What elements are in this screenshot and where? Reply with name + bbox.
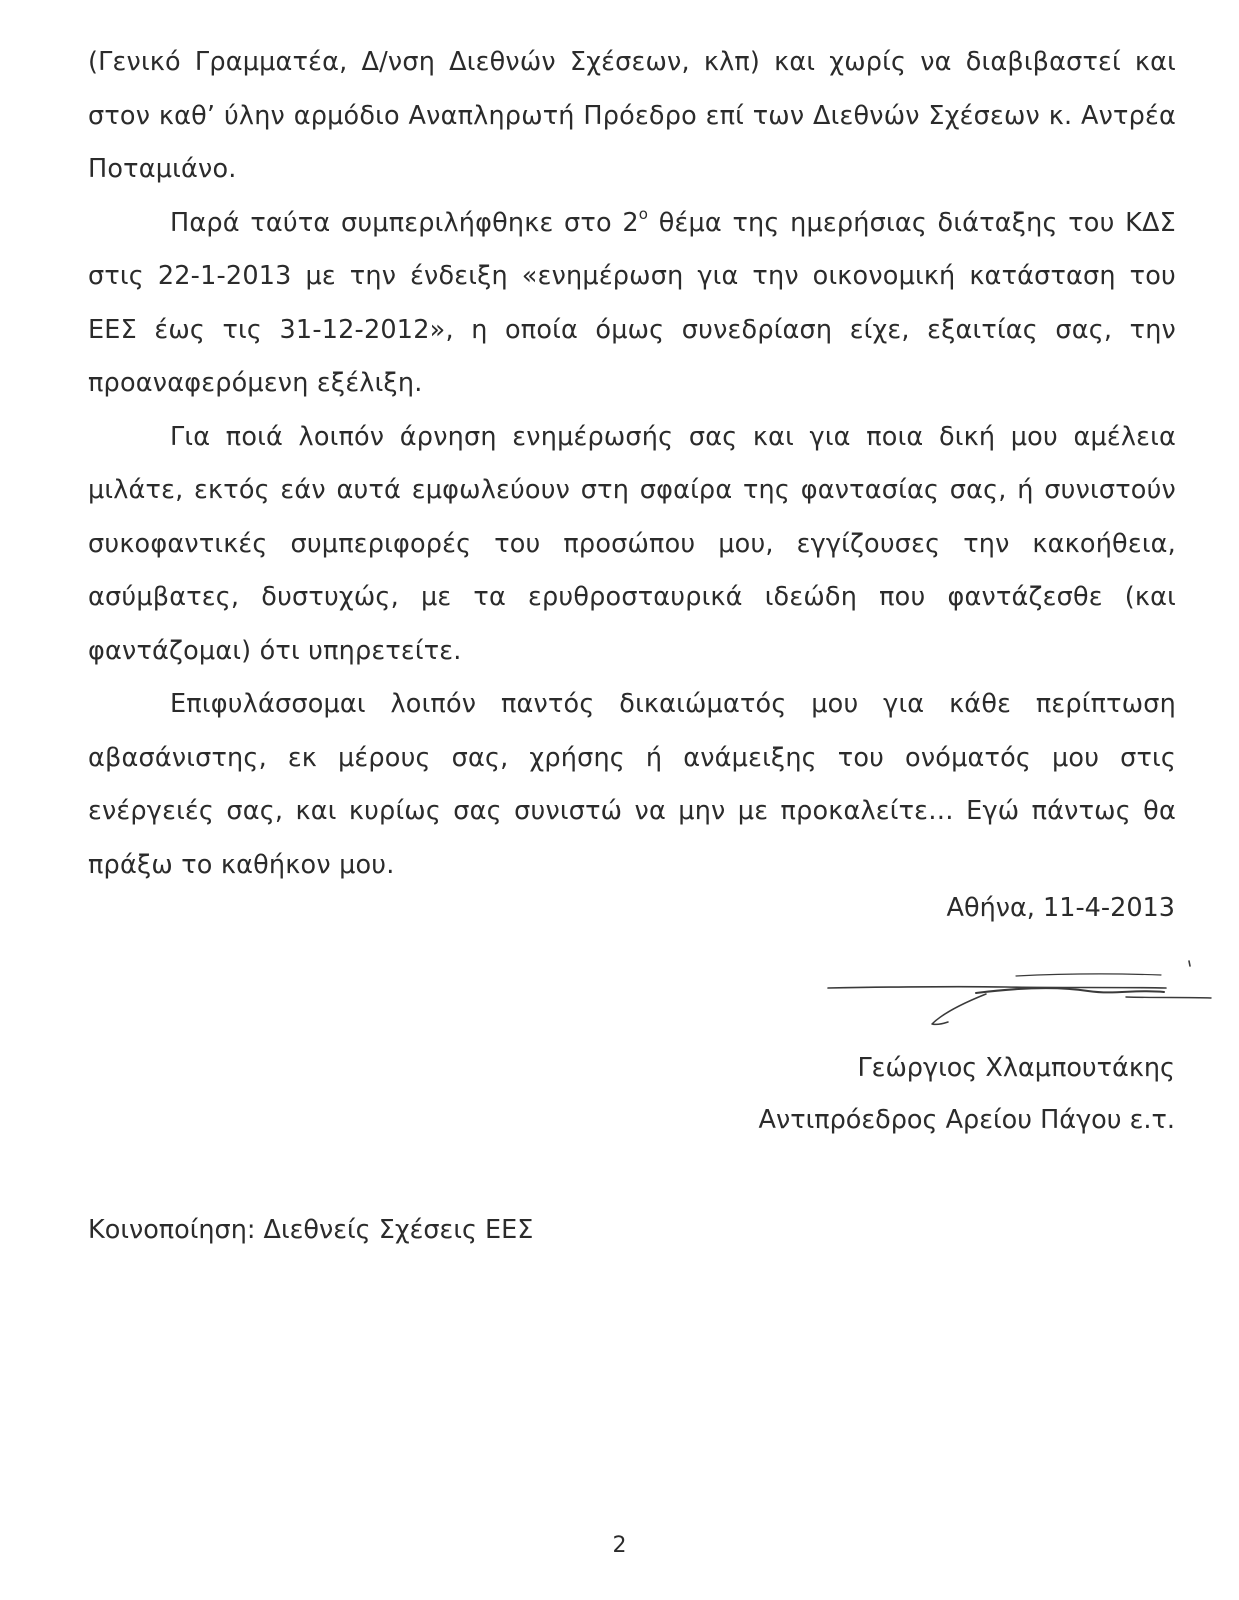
handwritten-signature	[826, 958, 1216, 1036]
notification-line: Κοινοποίηση: Διεθνείς Σχέσεις ΕΕΣ	[88, 1215, 534, 1245]
letter-body	[88, 36, 1176, 892]
ordinal-superscript: ο	[638, 204, 649, 223]
signature-dot	[1189, 961, 1190, 966]
letter-date: Αθήνα, 11-4-2013	[946, 893, 1175, 923]
signature-stroke-main	[828, 987, 1166, 988]
signature-stroke-tail	[1126, 997, 1211, 998]
page-number: 2	[612, 1533, 627, 1558]
paragraph-agenda-start: Παρά ταύτα συμπεριλήφθηκε στο 2	[170, 207, 639, 238]
signature-stroke-swirl	[976, 988, 1164, 993]
paragraph-agenda	[88, 197, 1176, 411]
signer-name: Γεώργιος Χλαμπουτάκης	[857, 1053, 1175, 1083]
paragraph-reservation: Επιφυλάσσομαι λοιπόν παντός δικαιώματός μου για κάθε περίπτωση αβασάνιστης, εκ μέρους σας, χρήσης ή ανάμειξης του ονόματός μου στις ενέργειές σας, και κυρίως σας συνιστώ να μην με προκαλείτε… Εγώ πάντως θα πράξω το καθήκον μου.	[88, 689, 1176, 880]
signature-stroke-upper	[1016, 974, 1161, 976]
paragraph-continuation: (Γενικό Γραμματέα, Δ/νση Διεθνών Σχέσεων, κλπ) και χωρίς να διαβιβαστεί και στον καθ’ ύλην αρμόδιο Αναπληρωτή Πρόεδρο επί των Διεθνών Σχέσεων κ. Αντρέα Ποταμιάνο.	[88, 47, 1176, 184]
signature-stroke-hook	[932, 994, 986, 1024]
paragraph-question: Για ποιά λοιπόν άρνηση ενημέρωσής σας και για ποια δική μου αμέλεια μιλάτε, εκτός εάν αυτά εμφωλεύουν στη σφαίρα της φαντασίας σας, ή συνιστούν συκοφαντικές συμπεριφορές του προσώπου μου, εγγίζουσες την κακοήθεια, ασύμβατες, δυστυχώς, με τα ερυθροσταυρικά ιδεώδη που φαντάζεσθε (και φαντάζομαι) ότι υπηρετείτε.	[88, 421, 1176, 666]
paragraph-agenda-end: θέμα της ημερήσιας διάταξης του ΚΔΣ στις 22-1-2013 με την ένδειξη «ενημέρωση για την οικονομική κατάσταση του ΕΕΣ έως τις 31-12-2012», η οποία όμως συνεδρίαση είχε, εξαιτίας σας, την προαναφερόμενη εξέλιξη.	[88, 207, 1176, 398]
signer-title: Αντιπρόεδρος Αρείου Πάγου ε.τ.	[758, 1105, 1175, 1135]
